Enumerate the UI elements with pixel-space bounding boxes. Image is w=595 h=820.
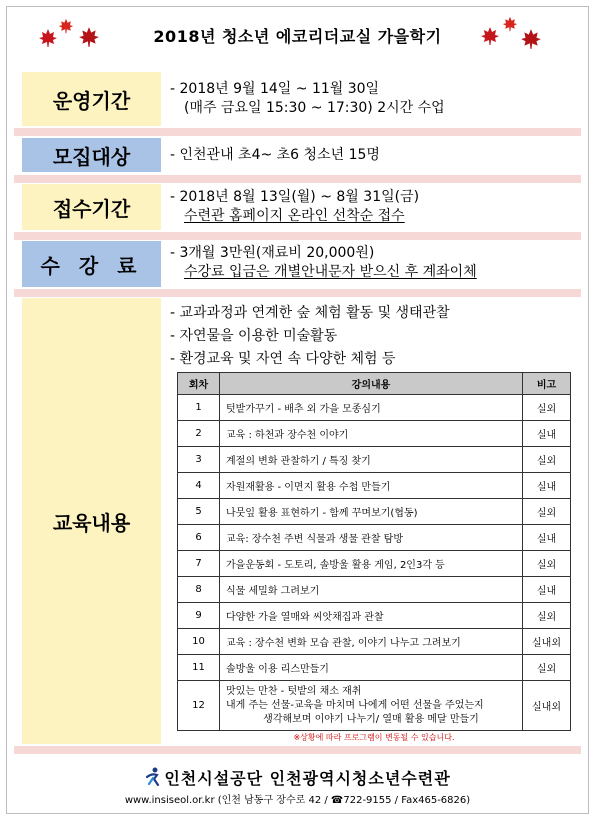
session-note: 실내 — [523, 473, 571, 499]
table-row — [178, 603, 571, 629]
period-schedule: (매주 금요일 15:30 ~ 17:30) 2시간 수업 — [184, 100, 445, 116]
session-content: 가을운동회 - 도토리, 솔방울 활용 게임, 2인3각 등 — [220, 551, 523, 577]
table-row — [178, 473, 571, 499]
table-row — [178, 551, 571, 577]
session-content-line: 내게 주는 선물-교육을 마치며 나에게 어떤 선물을 주었는지 — [226, 699, 484, 711]
session-content: 교육: 장수천 주변 식물과 생물 관찰 탐방 — [220, 525, 523, 551]
session-content: 솔방울 이용 리스만들기 — [220, 655, 523, 681]
table-row — [178, 629, 571, 655]
session-no: 12 — [178, 681, 220, 731]
registration-content — [170, 188, 419, 226]
session-no: 4 — [178, 473, 220, 499]
education-label: 교육내용 — [22, 298, 161, 744]
period-dates: - 2018년 9월 14일 ~ 11월 30일 — [170, 81, 380, 97]
curriculum-table — [177, 372, 571, 731]
section-divider — [14, 175, 581, 183]
person-logo-icon — [144, 767, 162, 791]
session-note: 실외 — [523, 551, 571, 577]
session-content: 나뭇잎 활용 표현하기 - 함께 꾸며보기(협동) — [220, 499, 523, 525]
session-content: 다양한 가을 열매와 씨앗채집과 관찰 — [220, 603, 523, 629]
registration-label: 접수기간 — [22, 184, 161, 230]
section-divider — [14, 128, 581, 136]
section-divider — [14, 746, 581, 754]
session-content-line: 생각해보며 이야기 나누기/ 열매 활용 메달 만들기 — [263, 713, 479, 725]
target-label: 모집대상 — [22, 138, 161, 172]
table-row — [178, 655, 571, 681]
session-note: 실외 — [523, 395, 571, 421]
header — [14, 14, 581, 58]
session-note: 실외 — [523, 447, 571, 473]
session-no: 3 — [178, 447, 220, 473]
education-bullet: - 교과과정과 연계한 숲 체험 활동 및 생태관찰 — [170, 305, 450, 321]
target-text: - 인천관내 초4~ 초6 청소년 15명 — [170, 147, 380, 163]
header-content: 강의내용 — [220, 373, 523, 395]
fee-amount: - 3개월 3만원(재료비 20,000원) — [170, 245, 375, 261]
session-content: 교육 : 장수천 변화 모습 관찰, 이야기 나누고 그려보기 — [220, 629, 523, 655]
section-divider — [14, 232, 581, 240]
period-content — [170, 80, 445, 118]
table-row — [178, 447, 571, 473]
session-note: 실내 — [523, 577, 571, 603]
session-note: 실내외 — [523, 629, 571, 655]
session-note: 실내 — [523, 525, 571, 551]
session-no: 1 — [178, 395, 220, 421]
table-row — [178, 395, 571, 421]
target-content — [170, 146, 380, 165]
session-content — [220, 681, 523, 731]
session-content: 교육 : 하천과 장수천 이야기 — [220, 421, 523, 447]
session-no: 8 — [178, 577, 220, 603]
session-no: 5 — [178, 499, 220, 525]
footer-contact: www.insiseol.or.kr (인천 남동구 장수로 42 / ☎722-9155 / Fax465-6826) — [124, 795, 471, 806]
education-bullet: - 자연물을 이용한 미술활동 — [170, 328, 338, 344]
session-note: 실외 — [523, 603, 571, 629]
session-content: 계절의 변화 관찰하기 / 특징 찾기 — [220, 447, 523, 473]
table-header-row — [178, 373, 571, 395]
table-row — [178, 499, 571, 525]
footer-org-name: 인천시설공단 인천광역시청소년수련관 — [164, 769, 451, 788]
session-note: 실내외 — [523, 681, 571, 731]
footer-organization — [0, 766, 595, 791]
session-note: 실외 — [523, 499, 571, 525]
session-no: 6 — [178, 525, 220, 551]
session-no: 9 — [178, 603, 220, 629]
session-content: 식물 세밀화 그려보기 — [220, 577, 523, 603]
registration-method: 수련관 홈페이지 온라인 선착순 접수 — [184, 208, 405, 224]
session-note: 실외 — [523, 655, 571, 681]
section-divider — [14, 289, 581, 297]
table-row — [178, 525, 571, 551]
schedule-change-note: ※상황에 따라 프로그램이 변동될 수 있습니다. — [293, 733, 455, 742]
session-no: 2 — [178, 421, 220, 447]
header-no: 회차 — [178, 373, 220, 395]
period-label: 운영기간 — [22, 72, 161, 126]
registration-dates: - 2018년 8월 13일(월) ~ 8월 31일(금) — [170, 189, 420, 205]
session-no: 11 — [178, 655, 220, 681]
session-content: 자원재활용 - 이면지 활용 수첩 만들기 — [220, 473, 523, 499]
session-content: 텃밭가꾸기 - 배추 외 가을 모종심기 — [220, 395, 523, 421]
table-row — [178, 421, 571, 447]
fee-payment: 수강료 입금은 개별안내문자 받으신 후 계좌이체 — [184, 264, 477, 280]
session-content-line: 맛있는 만찬 - 텃밭의 채소 재취 — [226, 685, 362, 697]
session-note: 실내 — [523, 421, 571, 447]
table-row — [178, 577, 571, 603]
session-no: 10 — [178, 629, 220, 655]
education-bullets — [170, 302, 450, 371]
fee-content — [170, 244, 477, 282]
session-no: 7 — [178, 551, 220, 577]
education-bullet: - 환경교육 및 자연 속 다양한 체험 등 — [170, 351, 396, 367]
fee-label: 수 강 료 — [22, 241, 161, 287]
page-title: 2018년 청소년 에코리더교실 가을학기 — [153, 27, 442, 46]
header-note: 비고 — [523, 373, 571, 395]
table-row — [178, 681, 571, 731]
